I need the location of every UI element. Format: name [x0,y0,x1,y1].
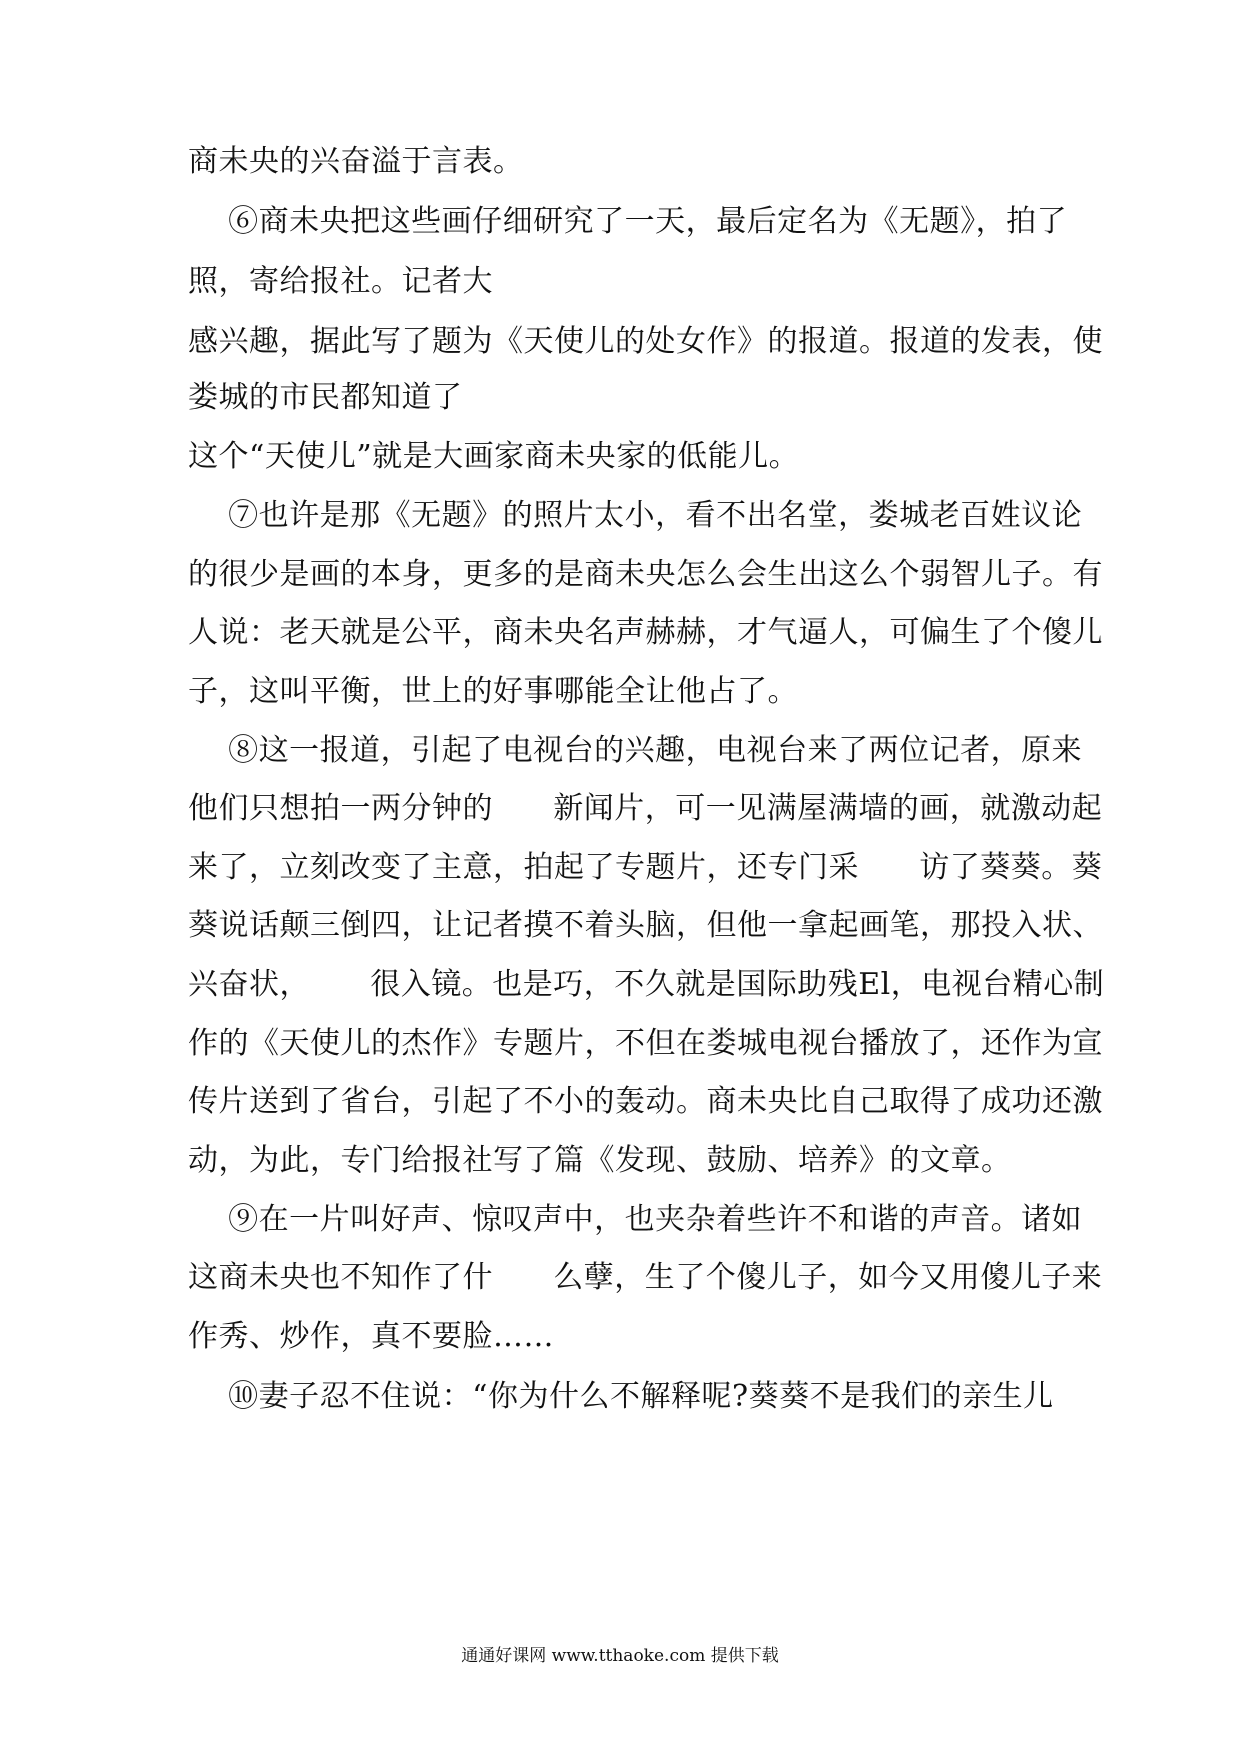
text-line: 作的《天使儿的杰作》专题片，不但在娄城电视台播放了，还作为宣 [188,1026,1103,1061]
text-line: 感兴趣，据此写了题为《天使儿的处女作》的报道。报道的发表，使 [188,324,1103,359]
text-line: 传片送到了省台，引起了不小的轰动。商未央比自己取得了成功还激 [188,1084,1103,1119]
text-line: 娄城的市民都知道了 [188,380,463,415]
paragraph-7-line: ⑦也许是那《无题》的照片太小，看不出名堂，娄城老百姓议论 [188,498,1083,533]
paragraph-8-line: ⑧这一报道，引起了电视台的兴趣，电视台来了两位记者，原来 [188,733,1083,768]
paragraph-10-line: ⑩妻子忍不住说：“你为什么不解释呢?葵葵不是我们的亲生儿 [188,1379,1054,1414]
text-line: 照，寄给报社。记者大 [188,264,493,299]
text-line: 这商未央也不知作了什 么孽，生了个傻儿子，如今又用傻儿子来 [188,1260,1103,1295]
paragraph-6-line: ⑥商未央把这些画仔细研究了一天，最后定名为《无题》，拍了 [188,204,1068,239]
text-line: 来了，立刻改变了主意，拍起了专题片，还专门采 访了葵葵。葵 [188,850,1103,885]
text-line: 商未央的兴奋溢于言表。 [188,144,524,179]
text-line: 这个“天使儿”就是大画家商未央家的低能儿。 [188,439,800,474]
text-line: 兴奋状， 很入镜。也是巧，不久就是国际助残El，电视台精心制 [188,967,1105,1002]
text-line: 的很少是画的本身，更多的是商未央怎么会生出这么个弱智儿子。有 [188,557,1103,592]
paragraph-9-line: ⑨在一片叫好声、惊叹声中，也夹杂着些许不和谐的声音。诸如 [188,1202,1083,1237]
text-line: 作秀、炒作，真不要脸…… [188,1319,554,1354]
text-line: 葵说话颠三倒四，让记者摸不着头脑，但他一拿起画笔，那投入状、 [188,908,1103,943]
text-line: 子，这叫平衡，世上的好事哪能全让他占了。 [188,674,798,709]
text-line: 人说：老天就是公平，商未央名声赫赫，才气逼人，可偏生了个傻儿 [188,615,1103,650]
text-line: 他们只想拍一两分钟的 新闻片，可一见满屋满墙的画，就激动起 [188,791,1103,826]
page-footer: 通通好课网 www.tthaoke.com 提供下载 [461,1646,779,1666]
text-line: 动，为此，专门给报社写了篇《发现、鼓励、培养》的文章。 [188,1143,1012,1178]
